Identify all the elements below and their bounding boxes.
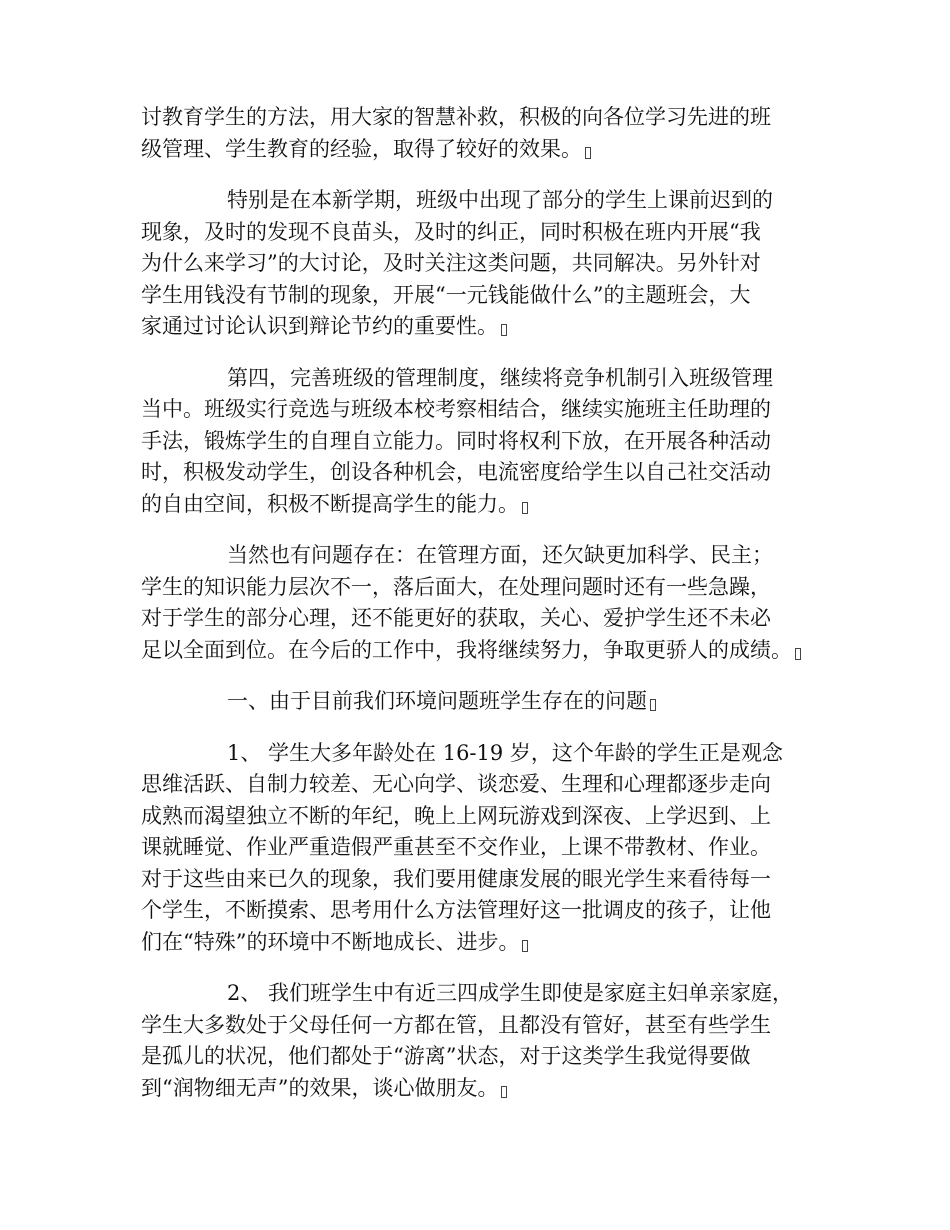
text-line: 足以全面到位。在今后的工作中，我将继续努力，争取更骄人的成绩。 bbox=[141, 635, 841, 667]
text-line: 级管理、学生教育的经验，取得了较好的效果。 bbox=[141, 134, 841, 166]
text-line: 讨教育学生的方法，用大家的智慧补救，积极的向各位学习先进的班 bbox=[141, 105, 771, 129]
paragraph-1 bbox=[141, 102, 841, 165]
paragraph-mark-icon bbox=[501, 1086, 507, 1098]
paragraph-2 bbox=[141, 185, 841, 343]
paragraph-mark-icon bbox=[585, 147, 591, 159]
text-line: 当中。班级实行竞选与班级本校考察相结合，继续实施班主任助理的 bbox=[141, 397, 771, 421]
text-line: 是孤儿的状况，他们都处于“游离”状态，对于这类学生我觉得要做 bbox=[141, 1044, 751, 1068]
text-line: 对于这些由来已久的现象，我们要用健康发展的眼光学生来看待每一 bbox=[141, 866, 771, 891]
text-line: 特别是在本新学期，班级中出现了部分的学生上课前迟到的 bbox=[227, 188, 773, 212]
paragraph-4 bbox=[141, 540, 841, 666]
text-line: 课就睡觉、作业严重造假严重甚至不交作业，上课不带教材、作业。 bbox=[141, 835, 771, 859]
text-line: 时，积极发动学生，创设各种机会，电流密度给学生以自己社交活动 bbox=[141, 460, 771, 484]
paragraph-mark-icon bbox=[522, 502, 528, 514]
text-line: 到“润物细无声”的效果，谈心做朋友。 bbox=[141, 1073, 841, 1105]
paragraph-mark-icon bbox=[795, 648, 801, 660]
text-line: 家通过讨论认识到辩论节约的重要性。 bbox=[141, 311, 841, 343]
text-line: 个学生，不断摸索、思考用什么方法管理好这一批调皮的孩子，让他 bbox=[141, 898, 771, 922]
document-body bbox=[141, 102, 841, 1124]
text-line: 手法，锻炼学生的自理自立能力。同时将权利下放，在开展各种活动 bbox=[141, 428, 771, 453]
paragraph-item-1 bbox=[141, 738, 841, 959]
text-line: 学生的知识能力层次不一，落后面大，在处理问题时还有一些急躁， bbox=[141, 574, 771, 599]
text-line: 1、 学生大多年龄处在 16-19 岁，这个年龄的学生正是观念 bbox=[227, 740, 783, 765]
text-line: 对于学生的部分心理，还不能更好的获取，关心、爱护学生还不未必 bbox=[141, 606, 771, 630]
section-heading bbox=[141, 686, 841, 718]
paragraph-mark-icon bbox=[501, 324, 507, 336]
text-line: 的自由空间，积极不断提高学生的能力。 bbox=[141, 489, 841, 521]
text-line: 第四，完善班级的管理制度，继续将竞争机制引入班级管理 bbox=[227, 365, 773, 390]
text-line: 们在“特殊”的环境中不断地成长、进步。 bbox=[141, 927, 841, 959]
paragraph-mark-icon bbox=[650, 699, 656, 711]
paragraph-3 bbox=[141, 363, 841, 521]
text-line: 当然也有问题存在：在管理方面，还欠缺更加科学、民主； bbox=[227, 543, 773, 567]
text-line: 现象，及时的发现不良苗头，及时的纠正，同时积极在班内开展“我 bbox=[141, 219, 761, 244]
paragraph-mark-icon bbox=[522, 940, 528, 952]
text-line: 一、由于目前我们环境问题班学生存在的问题 bbox=[141, 686, 841, 718]
text-line: 2、 我们班学生中有近三四成学生即使是家庭主妇单亲家庭， bbox=[227, 981, 794, 1005]
paragraph-item-2 bbox=[141, 978, 841, 1104]
text-line: 为什么来学习”的大讨论，及时关注这类问题，共同解决。另外针对 bbox=[141, 251, 761, 275]
text-line: 学生用钱没有节制的现象，开展“一元钱能做什么”的主题班会，大 bbox=[141, 282, 751, 307]
text-line: 学生大多数处于父母任何一方都在管，且都没有管好，甚至有些学生 bbox=[141, 1012, 771, 1037]
text-line: 思维活跃、自制力较差、无心向学、谈恋爱、生理和心理都逐步走向 bbox=[141, 772, 771, 796]
text-line: 成熟而渴望独立不断的年纪，晚上上网玩游戏到深夜、上学迟到、上 bbox=[141, 803, 771, 828]
